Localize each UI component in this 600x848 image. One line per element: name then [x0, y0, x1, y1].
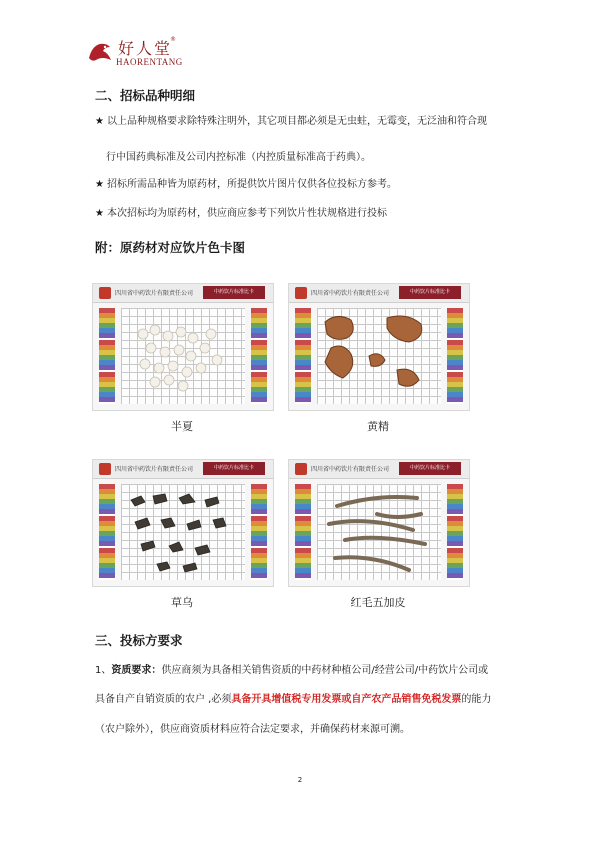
bullet-2 [95, 177, 515, 193]
star-icon: ★ [95, 116, 104, 127]
wujiapi-bark [317, 484, 441, 580]
logo-name-cn: 好人堂 [118, 39, 173, 58]
star-icon: ★ [95, 179, 104, 190]
company-badge-icon [99, 463, 111, 475]
color-swatches [295, 308, 311, 404]
qualification-line-3: （农户除外），供应商资质材料应符合法定要求，并确保药材来源可溯。 [95, 724, 410, 735]
color-swatches [251, 484, 267, 580]
page-number: 2 [297, 776, 303, 784]
color-swatches [99, 308, 115, 404]
huangjing-rhizomes [317, 308, 441, 404]
card-header [289, 460, 469, 479]
caption-huangjing: 黄精 [367, 420, 389, 433]
bullet-text: 以上品种规格要求除特殊注明外，其它项目都必须是无虫蛀，无霉变，无泛油和符合现 [106, 116, 487, 127]
color-swatches [447, 308, 463, 404]
card-tag: 中药饮片标准比卡 [203, 462, 265, 475]
registered-mark: ® [170, 36, 176, 43]
card-company: 四川省中药饮片有限责任公司 [115, 290, 194, 297]
photo-hongmao-wujiapi [288, 459, 470, 587]
invoice-requirement-highlight: 具备开具增值税专用发票或自产农产品销售免税发票 [231, 694, 462, 705]
bullet-3 [95, 206, 515, 222]
qualification-line-1 [95, 663, 515, 679]
section-heading-bidder-requirements: 三、投标方要求 [95, 633, 183, 648]
appendix-heading: 附：原药材对应饮片色卡图 [95, 240, 246, 255]
card-company: 四川省中药饮片有限责任公司 [115, 466, 194, 473]
qualification-text: 具备自产自销资质的农户 ,必须 [95, 694, 232, 705]
color-swatches [295, 484, 311, 580]
bullet-1 [95, 114, 515, 130]
color-swatches [251, 308, 267, 404]
card-tag: 中药饮片标准比卡 [399, 462, 461, 475]
color-swatches [99, 484, 115, 580]
card-company: 四川省中药饮片有限责任公司 [311, 290, 390, 297]
qualification-line-2 [95, 692, 515, 708]
company-badge-icon [295, 463, 307, 475]
company-badge-icon [295, 287, 307, 299]
company-logo [86, 36, 226, 72]
star-icon: ★ [95, 208, 104, 219]
caowu-roots [121, 484, 245, 580]
bullet-1-continuation: 行中国药典标准及公司内控标准（内控质量标准高于药典）。 [106, 152, 371, 163]
banxia-tubers [121, 308, 245, 404]
photo-caowu [92, 459, 274, 587]
bullet-text: 招标所需品种皆为原药材，所提供饮片图片仅供各位投标方参考。 [106, 179, 397, 190]
qualification-text: 供应商须为具备相关销售资质的中药材种植公司/经营公司/中药饮片公司或 [161, 665, 489, 676]
caption-banxia: 半夏 [171, 420, 193, 433]
photo-huangjing [288, 283, 470, 411]
company-badge-icon [99, 287, 111, 299]
bird-icon [86, 38, 114, 66]
qualification-text: 的能力 [461, 694, 492, 705]
card-header [289, 284, 469, 303]
caption-caowu: 草乌 [171, 596, 193, 609]
section-heading-bid-items: 二、招标品种明细 [95, 88, 196, 103]
bullet-text: 本次招标均为原药材，供应商应参考下列饮片性状规格进行投标 [106, 208, 387, 219]
item-number: 1、 [95, 665, 112, 676]
card-tag: 中药饮片标准比卡 [203, 286, 265, 299]
card-tag: 中药饮片标准比卡 [399, 286, 461, 299]
card-company: 四川省中药饮片有限责任公司 [311, 466, 390, 473]
color-swatches [447, 484, 463, 580]
qualification-label: 资质要求： [111, 665, 162, 676]
logo-name-en: HAORENTANG [116, 57, 183, 67]
photo-banxia [92, 283, 274, 411]
card-header [93, 460, 273, 479]
card-header [93, 284, 273, 303]
caption-hongmao-wujiapi: 红毛五加皮 [350, 596, 406, 609]
